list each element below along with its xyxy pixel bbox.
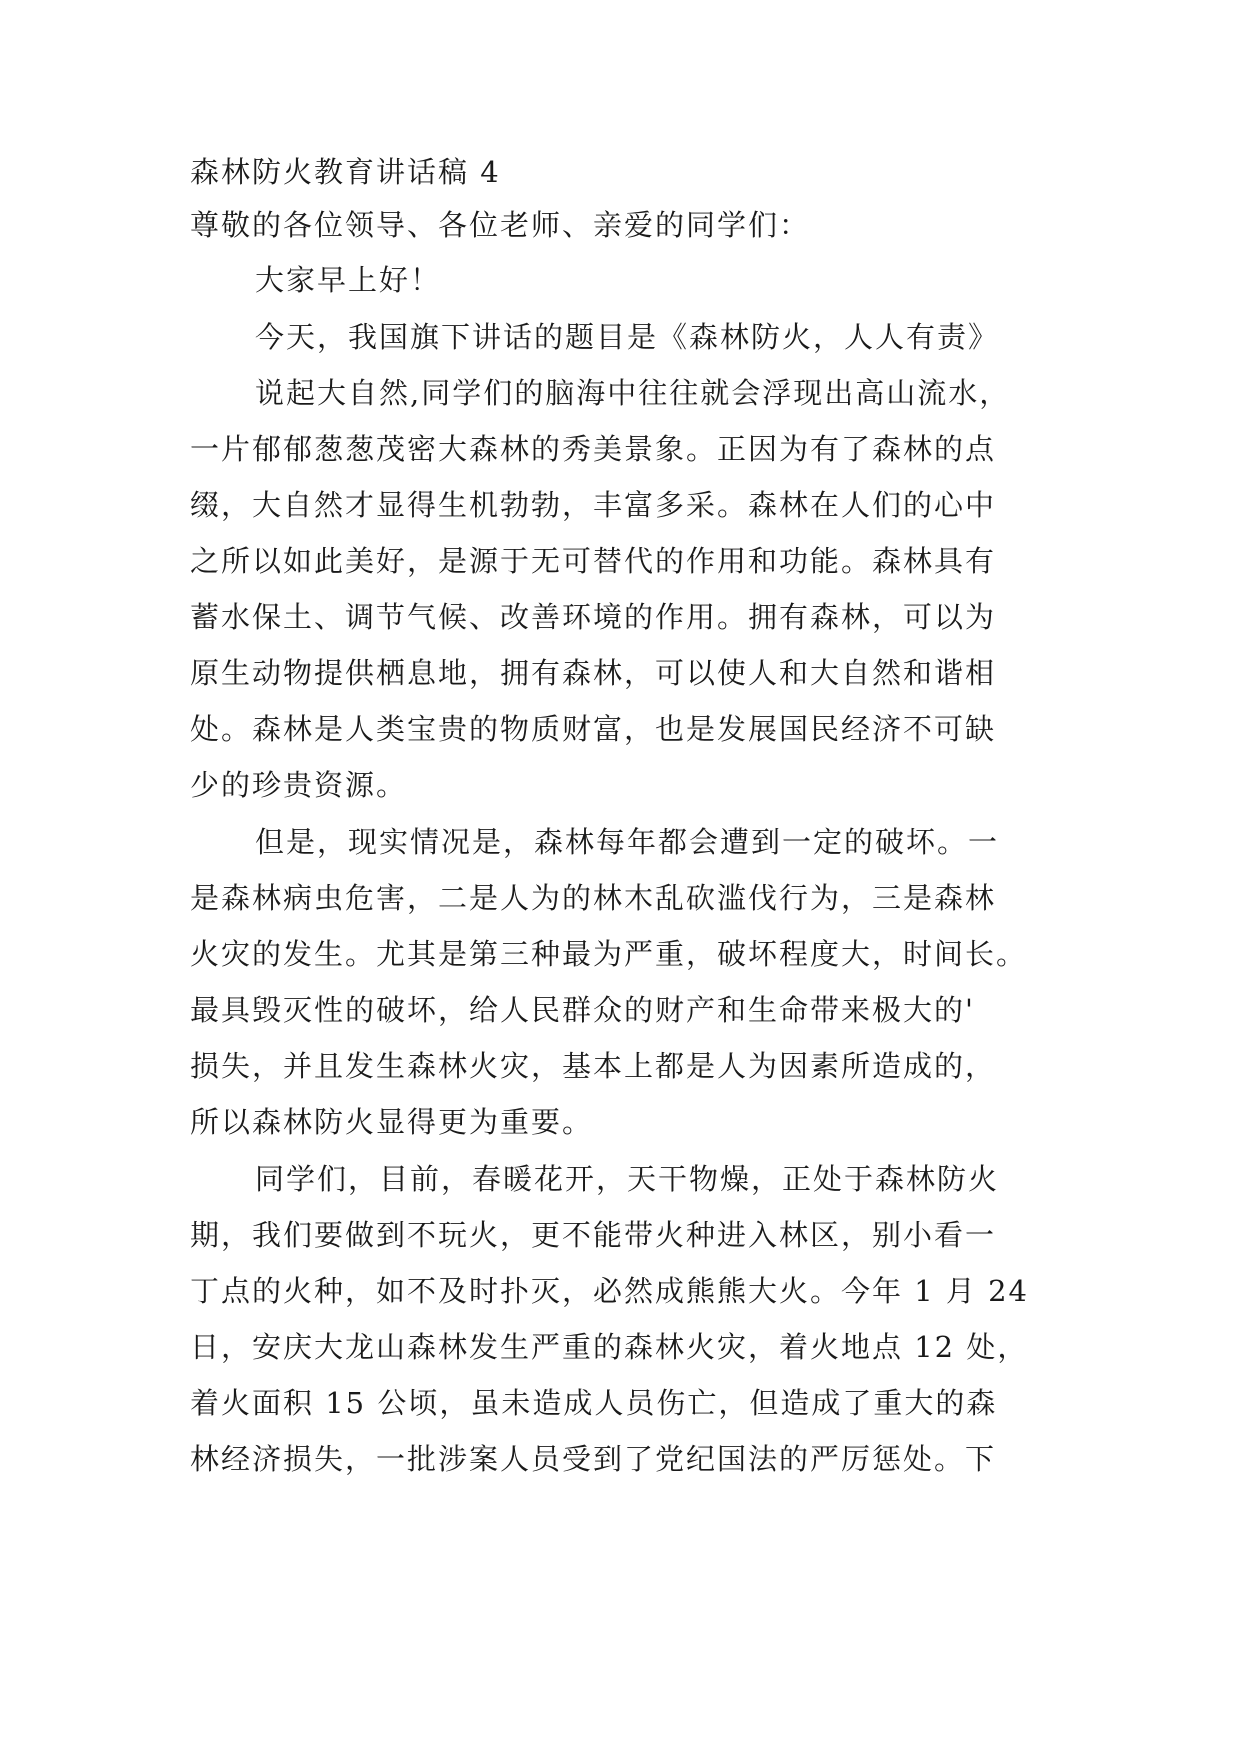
paragraph-line: 是森林病虫危害，二是人为的林木乱砍滥伐行为，三是森林 (190, 881, 997, 915)
paragraph-line: 丁点的火种，如不及时扑灭，必然成熊熊大火。今年 1 月 24 (190, 1274, 1030, 1308)
paragraph-line: 所以森林防火显得更为重要。 (190, 1105, 594, 1139)
paragraph-line: 同学们，目前，春暖花开，天干物燥，正处于森林防火 (255, 1162, 1000, 1196)
paragraph-line: 期，我们要做到不玩火，更不能带火种进入林区，别小看一 (190, 1218, 997, 1252)
paragraph-line: 最具毁灭性的破坏，给人民群众的财产和生命带来极大的' (190, 993, 975, 1027)
document-title: 森林防火教育讲话稿 4 (190, 155, 501, 189)
paragraph-line: 说起大自然,同学们的脑海中往往就会浮现出高山流水， (255, 376, 1011, 410)
paragraph-line: 损失，并且发生森林火灾，基本上都是人为因素所造成的， (190, 1049, 997, 1083)
paragraph-line: 处。森林是人类宝贵的物质财富，也是发展国民经济不可缺 (190, 712, 997, 746)
salutation: 尊敬的各位领导、各位老师、亲爱的同学们： (190, 208, 811, 242)
paragraph-line: 一片郁郁葱葱茂密大森林的秀美景象。正因为有了森林的点 (190, 432, 997, 466)
paragraph-line: 着火面积 15 公顷，虽未造成人员伤亡，但造成了重大的森 (190, 1386, 998, 1420)
paragraph-line: 日，安庆大龙山森林发生严重的森林火灾，着火地点 12 处， (190, 1330, 1029, 1364)
greeting: 大家早上好！ (255, 263, 442, 297)
paragraph-line: 火灾的发生。尤其是第三种最为严重，破坏程度大，时间长。 (190, 937, 1028, 971)
speech-topic: 今天，我国旗下讲话的题目是《森林防火，人人有责》 (255, 320, 1000, 354)
paragraph-line: 蓄水保土、调节气候、改善环境的作用。拥有森林，可以为 (190, 600, 997, 634)
paragraph-line: 少的珍贵资源。 (190, 768, 408, 802)
paragraph-line: 原生动物提供栖息地，拥有森林，可以使人和大自然和谐相 (190, 656, 997, 690)
paragraph-line: 缀，大自然才显得生机勃勃，丰富多采。森林在人们的心中 (190, 488, 997, 522)
paragraph-line: 之所以如此美好，是源于无可替代的作用和功能。森林具有 (190, 544, 997, 578)
paragraph-line: 林经济损失，一批涉案人员受到了党纪国法的严厉惩处。下 (190, 1442, 997, 1476)
paragraph-line: 但是，现实情况是，森林每年都会遭到一定的破坏。一 (255, 825, 1000, 859)
